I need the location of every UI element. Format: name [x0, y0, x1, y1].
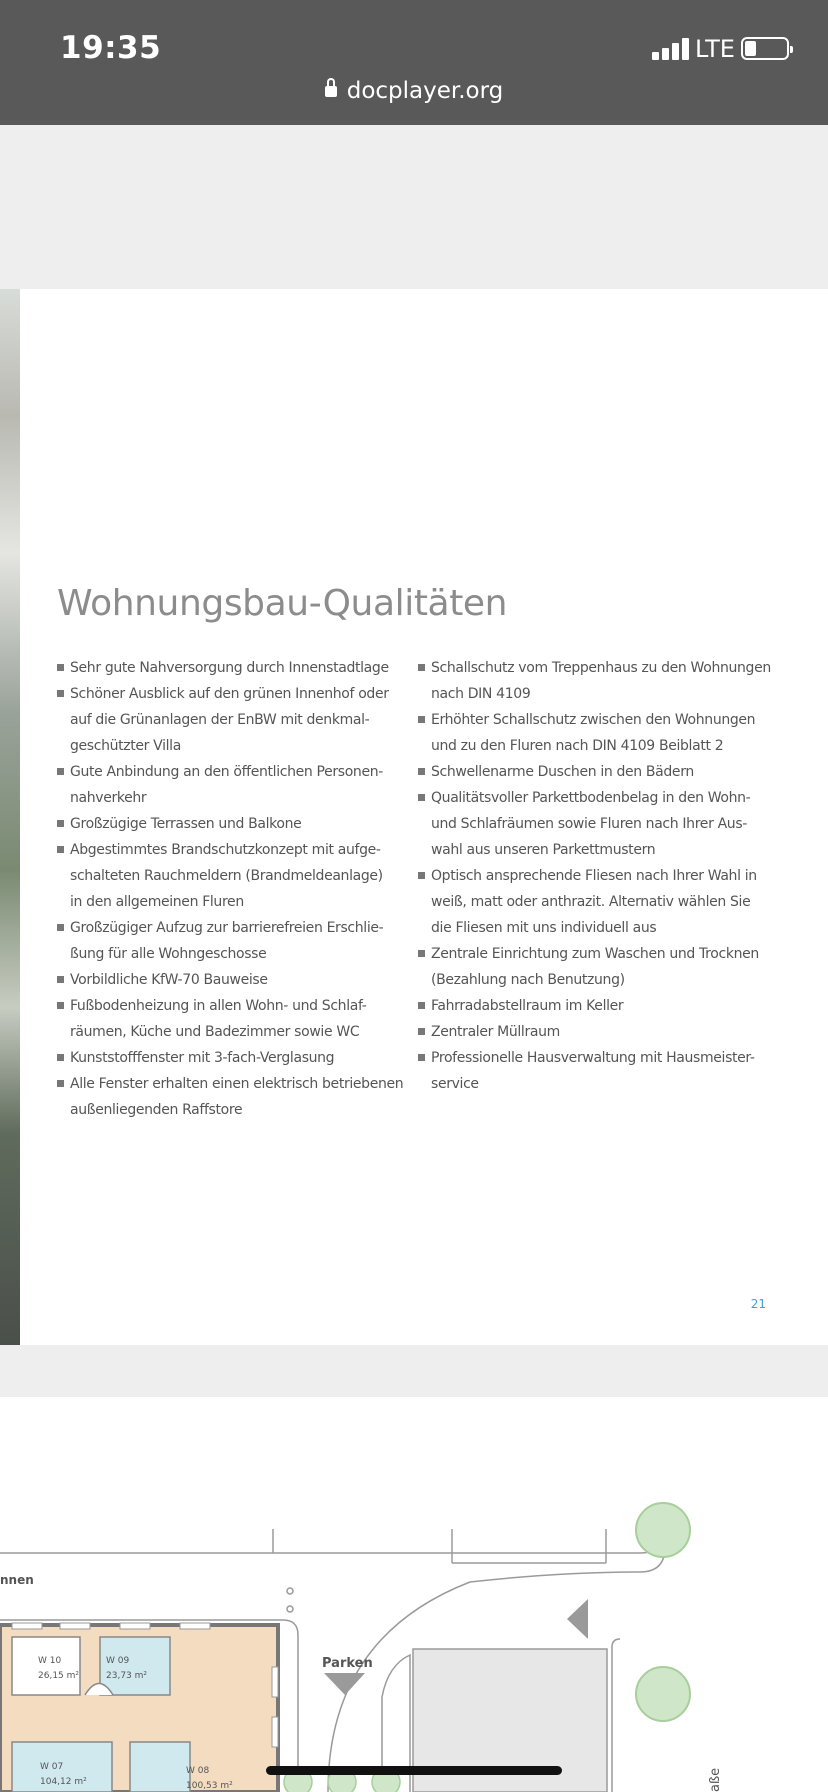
url-text: docplayer.org: [346, 78, 504, 104]
page-number: 21: [750, 1297, 766, 1311]
page-title: Wohnungsbau-Qualitäten: [57, 583, 508, 624]
list-item: Zentrale Einrichtung zum Waschen und Trocknen (Bezahlung nach Benutzung): [418, 941, 818, 993]
unit-area: 104,12 m²: [40, 1777, 87, 1787]
list-item: Fahrradabstellraum im Keller: [418, 993, 818, 1019]
list-item: Professionelle Hausverwaltung mit Hausmeister- service: [418, 1045, 818, 1097]
battery-icon: [741, 37, 789, 60]
site-plan: [0, 1397, 828, 1792]
list-item: Großzügige Terrassen und Balkone: [57, 811, 413, 837]
list-item: Vorbildliche KfW-70 Bauweise: [57, 967, 413, 993]
unit-area: 26,15 m²: [38, 1671, 80, 1681]
address-bar[interactable]: [0, 78, 828, 104]
list-item: Fußbodenheizung in allen Wohn- und Schlaf- räumen, Küche und Badezimmer sowie WC: [57, 993, 413, 1045]
arrow-down-icon: [324, 1673, 365, 1695]
list-item: Gute Anbindung an den öffentlichen Personen- nahverkehr: [57, 759, 413, 811]
street-label: nnen: [0, 1573, 34, 1587]
parking-label: Parken: [322, 1656, 373, 1671]
list-item: Großzügiger Aufzug zur barrierefreien Erschlie- ßung für alle Wohngeschosse: [57, 915, 413, 967]
page-gap: [0, 1345, 828, 1397]
list-item: Alle Fenster erhalten einen elektrisch betriebenen außenliegenden Raffstore: [57, 1071, 413, 1123]
list-item: Zentraler Müllraum: [418, 1019, 818, 1045]
building-photo-edge: [0, 289, 20, 1345]
list-item: Kunststofffenster mit 3-fach-Verglasung: [57, 1045, 413, 1071]
unit-area: 100,53 m²: [186, 1781, 233, 1791]
tree-icon: [636, 1667, 690, 1721]
unit-label: W 10: [38, 1656, 62, 1666]
site-plan-page: [0, 1397, 828, 1792]
page-gap: [0, 125, 828, 290]
list-item: Schallschutz vom Treppenhaus zu den Wohnungen nach DIN 4109: [418, 655, 818, 707]
unit-area: 23,73 m²: [106, 1671, 148, 1681]
status-time: 19:35: [60, 30, 162, 66]
list-item: Schwellenarme Duschen in den Bädern: [418, 759, 818, 785]
road-label: aße: [708, 1767, 723, 1792]
list-item: Sehr gute Nahversorgung durch Innenstadtlage: [57, 655, 413, 681]
arrow-left-icon: [567, 1599, 588, 1639]
left-feature-list: [57, 655, 413, 1123]
lock-icon: [325, 86, 337, 97]
list-item: Abgestimmtes Brandschutzkonzept mit aufge- schalteten Rauchmeldern (Brandmeldeanlage) in den allgemeinen Fluren: [57, 837, 413, 915]
list-item: Qualitätsvoller Parkettbodenbelag in den Wohn- und Schlafräumen sowie Fluren nach Ihrer Aus- wahl aus unseren Parkettmustern: [418, 785, 818, 863]
status-bar: [0, 0, 828, 125]
signal-icon: [652, 38, 690, 60]
tree-icon: [636, 1503, 690, 1557]
unit-label: W 09: [106, 1656, 130, 1666]
network-type: LTE: [695, 35, 735, 63]
document-page: [20, 289, 828, 1345]
list-item: Schöner Ausblick auf den grünen Innenhof oder auf die Grünanlagen der EnBW mit denkmal- geschützter Villa: [57, 681, 413, 759]
unit-label: W 07: [40, 1762, 64, 1772]
unit-label: W 08: [186, 1766, 210, 1776]
right-feature-list: [418, 655, 818, 1097]
home-indicator[interactable]: [266, 1766, 562, 1775]
list-item: Erhöhter Schallschutz zwischen den Wohnungen und zu den Fluren nach DIN 4109 Beiblatt 2: [418, 707, 818, 759]
list-item: Optisch ansprechende Fliesen nach Ihrer Wahl in weiß, matt oder anthrazit. Alternativ wählen Sie die Fliesen mit uns individuell aus: [418, 863, 818, 941]
